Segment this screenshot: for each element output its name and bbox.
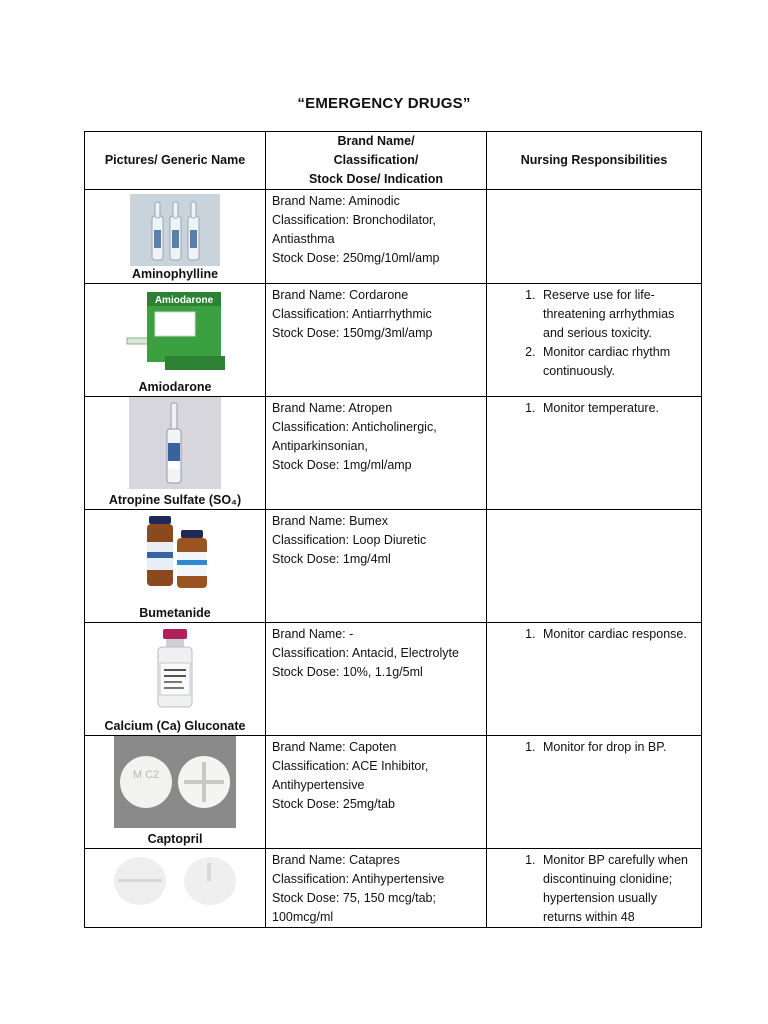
picture-cell	[85, 284, 266, 397]
classification: Classification: Antiarrhythmic	[272, 307, 432, 321]
page-title: “EMERGENCY DRUGS”	[297, 95, 471, 112]
classification: Classification: ACE Inhibitor, Antihypertensive	[272, 759, 429, 792]
responsibilities-cell	[487, 736, 702, 849]
classification: Classification: Antacid, Electrolyte	[272, 646, 459, 660]
table-row	[85, 190, 702, 284]
list-item: 1. Reserve use for life-threatening arrhythmias and serious toxicity.	[539, 286, 697, 343]
table-row	[85, 284, 702, 397]
bumetanide-vials-photo	[133, 514, 217, 592]
list-item: 2. Monitor cardiac rhythm continuously.	[539, 343, 697, 381]
table-row	[85, 510, 702, 623]
tablet-mark: M C2	[132, 769, 160, 781]
brand-cell	[266, 510, 487, 623]
emergency-drugs-table	[84, 131, 702, 928]
stock-dose: Stock Dose: 1mg/ml/amp	[272, 458, 412, 472]
generic-name: Calcium (Ca) Gluconate	[104, 719, 246, 733]
responsibilities-cell	[487, 849, 702, 928]
generic-name: Bumetanide	[139, 606, 211, 620]
header-brand-line: Brand Name/	[337, 134, 415, 148]
calcium-vial-photo	[150, 627, 200, 711]
responsibilities-cell	[487, 623, 702, 736]
brand-name: Brand Name: Catapres	[272, 853, 400, 867]
classification: Classification: Bronchodilator, Antiasthma	[272, 213, 436, 246]
generic-name: Captopril	[147, 832, 203, 846]
brand-cell	[266, 849, 487, 928]
responsibilities-list	[487, 851, 701, 923]
stock-dose: Stock Dose: 1mg/4ml	[272, 552, 391, 566]
classification: Classification: Antihypertensive	[272, 872, 445, 886]
picture-cell	[85, 623, 266, 736]
brand-name: Brand Name: -	[272, 627, 354, 641]
brand-name: Brand Name: Bumex	[272, 514, 389, 528]
table-row	[85, 397, 702, 510]
brand-name: Brand Name: Capoten	[272, 740, 397, 754]
stock-dose: Stock Dose: 75, 150 mcg/tab; 100mcg/ml	[272, 891, 436, 924]
list-item: 1. Monitor temperature.	[539, 399, 697, 418]
stock-dose: Stock Dose: 150mg/3ml/amp	[272, 326, 433, 340]
clonidine-tablets-photo	[110, 853, 240, 909]
responsibilities-list	[487, 286, 701, 381]
responsibilities-list	[487, 738, 701, 757]
header-pictures-generic: Pictures/ Generic Name	[85, 132, 266, 190]
brand-name: Brand Name: Aminodic	[272, 194, 400, 208]
atropine-ampoule-photo	[129, 397, 221, 489]
picture-cell	[85, 736, 266, 849]
picture-cell	[85, 510, 266, 623]
generic-name: Atropine Sulfate (SO₄)	[108, 493, 242, 507]
header-nursing-responsibilities: Nursing Responsibilities	[487, 132, 702, 190]
list-item: 1. Monitor BP carefully when discontinuing clonidine; hypertension usually returns within 48	[539, 851, 697, 923]
captopril-tablets-photo	[114, 736, 236, 828]
classification: Classification: Anticholinergic, Antiparkinsonian,	[272, 420, 437, 453]
table-header-row	[85, 132, 702, 190]
generic-name: Amiodarone	[138, 380, 212, 394]
table-row	[85, 623, 702, 736]
generic-name: Aminophylline	[131, 267, 219, 281]
header-brand-classification	[266, 132, 487, 190]
header-stock-dose-line: Stock Dose/ Indication	[308, 172, 444, 186]
responsibilities-cell	[487, 190, 702, 284]
stock-dose: Stock Dose: 250mg/10ml/amp	[272, 251, 440, 265]
picture-cell	[85, 190, 266, 284]
brand-cell	[266, 623, 487, 736]
responsibilities-list	[487, 625, 701, 644]
brand-cell	[266, 284, 487, 397]
table-row	[85, 849, 702, 928]
stock-dose: Stock Dose: 10%, 1.1g/5ml	[272, 665, 423, 679]
brand-name: Brand Name: Cordarone	[272, 288, 409, 302]
brand-cell	[266, 397, 487, 510]
responsibilities-list	[487, 399, 701, 418]
brand-cell	[266, 190, 487, 284]
brand-cell	[266, 736, 487, 849]
classification: Classification: Loop Diuretic	[272, 533, 427, 547]
stock-dose: Stock Dose: 25mg/tab	[272, 797, 395, 811]
responsibilities-cell	[487, 284, 702, 397]
list-item: 1. Monitor for drop in BP.	[539, 738, 697, 757]
responsibilities-cell	[487, 510, 702, 623]
amiodarone-package-photo	[125, 288, 225, 374]
responsibilities-cell	[487, 397, 702, 510]
picture-cell	[85, 397, 266, 510]
list-item: 1. Monitor cardiac response.	[539, 625, 697, 644]
header-classification-line: Classification/	[333, 153, 419, 167]
picture-cell	[85, 849, 266, 928]
ampoule-photo	[130, 194, 220, 266]
table-row	[85, 736, 702, 849]
package-label: Amiodarone	[154, 295, 214, 306]
brand-name: Brand Name: Atropen	[272, 401, 393, 415]
